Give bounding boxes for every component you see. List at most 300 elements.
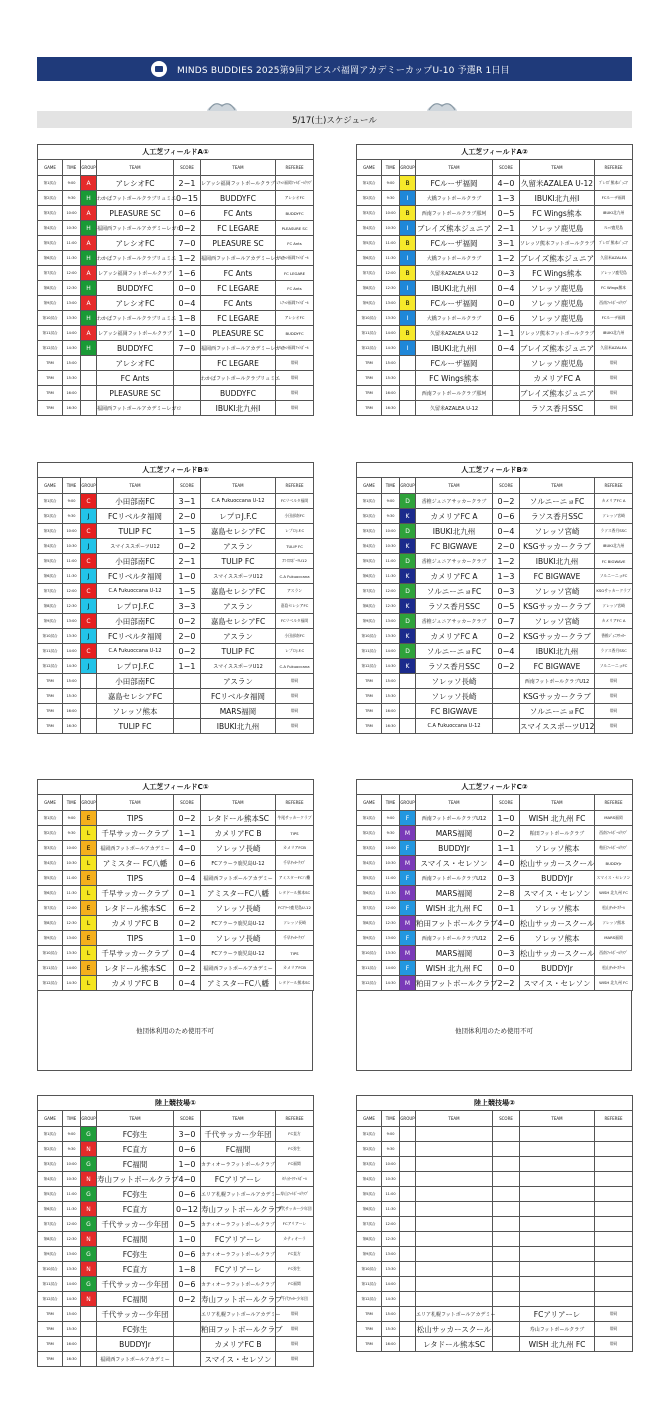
home-team: 千代サッカー少年団 [97,1307,174,1322]
schedule-table [356,1095,633,1352]
match-score: 3−3 [174,599,201,614]
game-number: 第8試合 [38,599,63,614]
game-number: 第12試合 [38,341,63,356]
match-score [493,1142,520,1157]
away-team: スマイス・セレソン [520,976,595,991]
referee: TIPS [276,826,314,841]
kickoff-time: 9:30 [63,826,81,841]
column-header-referee: REFEREE [595,478,633,494]
away-team: 福岡西フットボールアカデミーレガロ [201,341,276,356]
match-score: 7−0 [174,236,201,251]
group-badge: G [81,1247,97,1262]
referee: TIPS [276,946,314,961]
match-row [38,554,314,569]
referee: 千代ｻｯｶｰ少年団 [276,1292,314,1307]
match-row [357,901,633,916]
away-team: IBUKI北九州Ⅰ [201,401,276,416]
kickoff-time: 10:00 [382,524,400,539]
group-badge [81,371,97,386]
home-team: わかばフットボールクラブリュミエ [97,191,174,206]
match-score: 4−0 [493,856,520,871]
column-header-referee: REFEREE [595,1111,633,1127]
group-badge: N [81,1232,97,1247]
kickoff-time: 14:00 [382,644,400,659]
referee: FC直方 [276,1127,314,1142]
match-row [38,1352,314,1367]
referee: 牛尾サッカークラブ [276,811,314,826]
match-score: 2−0 [174,629,201,644]
away-team: FCアリアーレ [201,1232,276,1247]
group-badge: C [81,524,97,539]
referee: 帯同 [595,356,633,371]
referee: カティオーラ [276,1232,314,1247]
group-badge: D [400,494,416,509]
match-score: 0−2 [174,614,201,629]
referee [595,1217,633,1232]
match-score: 0−6 [174,1142,201,1157]
game-number: 第6試合 [38,1202,63,1217]
away-team: ブレイズ熊本ジュニア [520,341,595,356]
away-team: アミスターFC八幡 [201,976,276,991]
game-number: TRM [38,386,63,401]
referee: 嘉島セレシアFC [276,599,314,614]
group-badge [400,356,416,371]
match-row [357,856,633,871]
group-badge [81,356,97,371]
match-score: 4−0 [493,916,520,931]
match-score: 0−12 [174,1202,201,1217]
home-team: WISH 北九州 FC [416,961,493,976]
home-team: FCルーザ福岡 [416,296,493,311]
home-team: アレシオFC [97,236,174,251]
home-team: わかばフットボールクラブリュミエ [97,251,174,266]
kickoff-time: 16:30 [63,401,81,416]
column-header-team: TEAM [201,795,276,811]
away-team: エリア札幌フットボールアカデミー [201,1307,276,1322]
match-score: 2−1 [174,554,201,569]
game-number: 第11試合 [357,326,382,341]
away-team: アスラン [201,629,276,644]
referee [595,1172,633,1187]
away-team: ソレッソ熊本 [520,841,595,856]
match-row [38,191,314,206]
referee: レタドール熊本SC [276,886,314,901]
game-number: 第6試合 [38,569,63,584]
match-score: 1−0 [174,1157,201,1172]
home-team: スマイススポーツU12 [97,539,174,554]
home-team [416,1247,493,1262]
match-score [493,1292,520,1307]
match-score: 0−2 [174,221,201,236]
match-row [357,296,633,311]
home-team: TIPS [97,871,174,886]
group-badge: J [81,539,97,554]
away-team: FC LEGARE [201,311,276,326]
game-number: 第3試合 [357,1157,382,1172]
referee [595,1157,633,1172]
match-row [38,811,314,826]
referee: カメリアFC A [595,614,633,629]
home-team: 西南フットボールクラブ那珂 [416,206,493,221]
match-row [38,901,314,916]
match-row [357,599,633,614]
away-team: FCアリアーレ [201,1262,276,1277]
group-badge: N [81,1202,97,1217]
game-number: 第2試合 [38,191,63,206]
group-badge [400,386,416,401]
game-number: 第1試合 [38,176,63,191]
game-number: 第8試合 [38,916,63,931]
match-score [174,371,201,386]
away-team [520,1127,595,1142]
kickoff-time: 15:00 [63,1307,81,1322]
match-row [357,326,633,341]
match-row [357,281,633,296]
match-score: 4−0 [174,841,201,856]
home-team: 香椎ジュニアサッカークラブ [416,494,493,509]
referee [595,1127,633,1142]
home-team: アレシオFC [97,356,174,371]
away-team [520,1187,595,1202]
kickoff-time: 10:00 [382,1157,400,1172]
column-header-team: TEAM [416,478,493,494]
group-badge: D [400,524,416,539]
match-score: 0−4 [174,946,201,961]
away-team: 寿山フットボールクラブ [201,1292,276,1307]
home-team [416,1157,493,1172]
match-row [38,236,314,251]
game-number: TRM [38,371,63,386]
home-team: 小田部南FC [97,554,174,569]
kickoff-time: 11:30 [63,886,81,901]
field-title: 陸上競技場② [357,1096,633,1111]
match-score [493,1277,520,1292]
group-badge: L [81,976,97,991]
match-score [493,356,520,371]
schedule-table [37,779,314,991]
game-number: 第3試合 [38,1157,63,1172]
away-team: ソレッソ熊本 [520,931,595,946]
match-score: 1−2 [493,251,520,266]
referee: FC福間 [276,1157,314,1172]
group-badge: E [81,961,97,976]
referee: FC福間 [276,1277,314,1292]
game-number: TRM [357,704,382,719]
group-badge: E [81,841,97,856]
game-number: 第2試合 [38,826,63,841]
kickoff-time: 13:00 [63,1247,81,1262]
match-row [38,689,314,704]
away-team [520,1262,595,1277]
kickoff-time: 9:00 [63,494,81,509]
group-badge: C [81,494,97,509]
group-badge: A [81,296,97,311]
match-row [357,1337,633,1352]
schedule-table [356,462,633,734]
tournament-logo-icon [151,61,167,77]
schedule-table [356,779,633,991]
kickoff-time: 13:30 [382,311,400,326]
column-header-team: TEAM [520,478,595,494]
match-row [38,341,314,356]
home-team: PLEASURE SC [97,386,174,401]
game-number: 第4試合 [38,221,63,236]
referee: MARS福岡 [595,931,633,946]
referee: 帯同 [276,401,314,416]
home-team: ソレッソ長崎 [416,674,493,689]
kickoff-time: 9:30 [63,1142,81,1157]
away-team: MARS福岡 [201,704,276,719]
kickoff-time: 16:30 [382,401,400,416]
game-number: 第7試合 [357,901,382,916]
kickoff-time: 14:30 [382,976,400,991]
referee: 帯同 [595,401,633,416]
match-score: 0−4 [493,341,520,356]
home-team [416,1127,493,1142]
match-score [493,1337,520,1352]
referee: 帯同 [276,689,314,704]
game-number: 第11試合 [357,1277,382,1292]
match-score: 0−15 [174,191,201,206]
referee: WISH 北九州 FC [595,886,633,901]
game-number: 第9試合 [38,296,63,311]
home-team: MARS福岡 [416,826,493,841]
game-number: 第8試合 [357,916,382,931]
group-badge [400,401,416,416]
away-team: ソレッソ鹿児島 [520,311,595,326]
home-team: カメリアFC A [416,629,493,644]
game-number: 第8試合 [38,1232,63,1247]
match-row [357,206,633,221]
home-team: FC BIGWAVE [416,704,493,719]
match-score [174,719,201,734]
game-number: 第9試合 [357,1247,382,1262]
match-row [38,1292,314,1307]
referee: カメリアFCB [276,961,314,976]
home-team: レタドール熊本SC [97,961,174,976]
kickoff-time: 10:30 [382,856,400,871]
column-header-score: SCORE [174,478,201,494]
field-title: 人工芝フィールドB② [357,463,633,478]
group-badge [400,1142,416,1157]
kickoff-time: 10:30 [382,221,400,236]
schedule-table [37,144,314,416]
referee: ラソス香月SSC [595,644,633,659]
group-badge: F [400,871,416,886]
match-row [38,644,314,659]
referee: ソレッソ熊本 [595,916,633,931]
group-badge: H [81,221,97,236]
referee: 粕田ﾌｯﾄﾎﾞｰﾙｸﾗﾌﾞ [595,841,633,856]
home-team: FC Ants [97,371,174,386]
referee: FC弥生 [276,1142,314,1157]
schedule-table [37,1095,314,1367]
match-row [357,401,633,416]
group-badge: K [400,509,416,524]
match-score: 0−2 [174,961,201,976]
group-badge [400,1187,416,1202]
home-team: 西南フットボールクラブU12 [416,811,493,826]
referee [595,1262,633,1277]
column-header-referee: REFEREE [276,160,314,176]
match-row [38,176,314,191]
kickoff-time: 10:30 [63,856,81,871]
page-header [37,57,632,81]
match-score [174,1307,201,1322]
kickoff-time: 10:00 [63,841,81,856]
away-team: ソレッソ鹿児島 [520,221,595,236]
game-number: 第10試合 [38,629,63,644]
kickoff-time: 15:30 [382,1322,400,1337]
game-number: 第12試合 [357,659,382,674]
home-team: レプロJ.F.C [97,659,174,674]
kickoff-time: 12:00 [63,1217,81,1232]
match-row [38,1307,314,1322]
referee: IBUKI北九州 [595,206,633,221]
group-badge: I [400,341,416,356]
referee: WISH 北九州 FC [595,976,633,991]
field-unavailable-note: 他団体利用のため使用不可 [356,991,632,1071]
home-team: BUDDYJr [97,1337,174,1352]
referee: 帯同 [276,386,314,401]
referee: 松山ｻｯｶｰｽｸｰﾙ [595,901,633,916]
kickoff-time: 10:00 [63,206,81,221]
game-number: 第12試合 [38,1292,63,1307]
away-team: IBUKI北九州 [520,554,595,569]
away-team: ソレッソ鹿児島 [520,356,595,371]
match-score: 0−2 [174,539,201,554]
home-team: 西南フットボールクラブU12 [416,871,493,886]
away-team: ラソス香月SSC [520,401,595,416]
match-score: 1−0 [174,569,201,584]
group-badge: B [400,296,416,311]
group-badge: F [400,901,416,916]
home-team [416,1262,493,1277]
group-badge: A [81,326,97,341]
game-number: 第10試合 [357,629,382,644]
match-row [357,539,633,554]
kickoff-time: 14:30 [63,341,81,356]
match-row [357,176,633,191]
match-score [174,356,201,371]
match-row [357,614,633,629]
match-score [493,386,520,401]
group-badge: M [400,886,416,901]
home-team: レタドール熊本SC [97,901,174,916]
match-row [357,1217,633,1232]
match-score: 0−6 [493,311,520,326]
referee: ﾌﾞﾚｲｽﾞ熊本ｼﾞｭﾆｱ [595,236,633,251]
home-team: FCルーザ福岡 [416,236,493,251]
home-team: カメリアFC A [416,509,493,524]
match-score: 0−5 [493,206,520,221]
referee: BUDDYFC [276,206,314,221]
game-number: 第1試合 [357,811,382,826]
home-team: IBUKI北九州Ⅰ [416,281,493,296]
column-header-team: TEAM [201,160,276,176]
match-score: 1−1 [493,326,520,341]
referee: FCルーザ福岡 [595,311,633,326]
kickoff-time: 10:30 [63,539,81,554]
kickoff-time: 13:00 [382,1247,400,1262]
match-row [38,539,314,554]
game-number: 第2試合 [38,509,63,524]
match-row [357,704,633,719]
game-number: 第5試合 [38,554,63,569]
match-score: 0−2 [174,1292,201,1307]
match-row [357,1232,633,1247]
column-header-game: GAME [38,478,63,494]
game-number: 第6試合 [357,569,382,584]
away-team: FC LEGARE [201,356,276,371]
game-number: 第6試合 [38,251,63,266]
match-row [357,1322,633,1337]
away-team [520,1232,595,1247]
group-badge [400,719,416,734]
kickoff-time: 16:00 [63,386,81,401]
referee [595,1232,633,1247]
match-score: 0−2 [174,811,201,826]
group-badge: G [81,1187,97,1202]
match-score [493,719,520,734]
match-row [38,206,314,221]
match-score: 1−3 [493,191,520,206]
match-row [38,1172,314,1187]
group-badge: M [400,976,416,991]
away-team: KSGサッカークラブ [520,539,595,554]
game-number: TRM [38,1352,63,1367]
kickoff-time: 11:30 [382,1202,400,1217]
referee: TULIP FC [276,539,314,554]
match-row [357,1202,633,1217]
group-badge: M [400,856,416,871]
home-team [416,1292,493,1307]
column-header-game: GAME [38,160,63,176]
kickoff-time: 13:30 [63,1262,81,1277]
match-score [493,1187,520,1202]
group-badge: E [81,871,97,886]
kickoff-time: 11:30 [63,251,81,266]
match-score: 0−2 [174,916,201,931]
match-score: 1−1 [174,659,201,674]
kickoff-time: 13:00 [63,296,81,311]
match-row [38,1247,314,1262]
referee: 帯同 [595,689,633,704]
home-team: 久留米AZALEA U-12 [416,401,493,416]
referee: 小田部南FC [276,509,314,524]
home-team: MARS福岡 [416,886,493,901]
match-score: 0−4 [174,976,201,991]
group-badge: D [400,554,416,569]
away-team: ソレッソ鹿児島 [520,296,595,311]
away-team: レプロJ.F.C [201,509,276,524]
referee: ﾚｱｯｼ福岡ﾌｯﾄﾎﾞｰﾙ [276,296,314,311]
game-number: 第7試合 [38,1217,63,1232]
field-unavailable-note: 他団体利用のため使用不可 [37,991,313,1071]
kickoff-time: 14:30 [382,659,400,674]
home-team: TULIP FC [97,719,174,734]
referee: MARS福岡 [595,811,633,826]
away-team: 福岡西フットボールアカデミーレガロ [201,251,276,266]
group-badge: L [81,946,97,961]
game-number: 第9試合 [357,614,382,629]
game-number: 第11試合 [38,326,63,341]
home-team: ラソス香月SSC [416,659,493,674]
home-team: PLEASURE SC [97,206,174,221]
game-number: 第5試合 [38,1187,63,1202]
match-row [38,841,314,856]
home-team: FC弥生 [97,1322,174,1337]
